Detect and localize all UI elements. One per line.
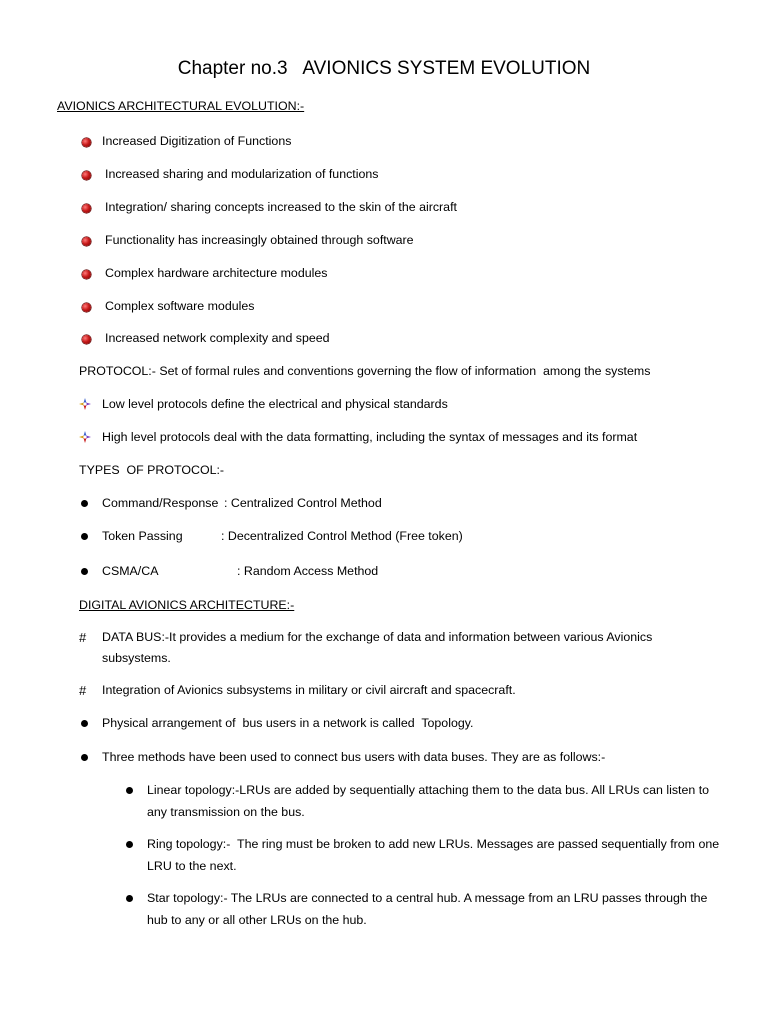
list-item: Increased network complexity and speed [105, 331, 330, 345]
list-item: Increased sharing and modularization of functions [105, 167, 379, 181]
star-topology-line2: hub to any or all other LRUs on the hub. [147, 913, 367, 927]
linear-topology-line1: Linear topology:-LRUs are added by sequentially attaching them to the data bus. All LRUs can listen to [147, 783, 710, 797]
protocol-type-desc: : Decentralized Control Method (Free token) [221, 529, 463, 543]
list-item: Functionality has increasingly obtained through software [105, 233, 414, 247]
section-heading-digital-architecture: DIGITAL AVIONICS ARCHITECTURE:- [79, 598, 295, 612]
arrow-bullet-icon [79, 398, 91, 410]
topology-definition: Physical arrangement of bus users in a network is called Topology. [102, 716, 474, 730]
protocol-type-name: CSMA/CA [102, 564, 159, 578]
integration-text: Integration of Avionics subsystems in military or civil aircraft and spacecraft. [102, 683, 516, 697]
list-item: Integration/ sharing concepts increased to the skin of the aircraft [105, 200, 457, 214]
methods-intro: Three methods have been used to connect bus users with data buses. They are as follows:- [102, 750, 606, 764]
list-item: Low level protocols define the electrical and physical standards [102, 397, 448, 411]
red-bullet-icon [82, 270, 91, 279]
bullet-icon [126, 841, 133, 848]
ring-topology-line2: LRU to the next. [147, 859, 237, 873]
red-bullet-icon [82, 335, 91, 344]
protocol-type-name: Command/Response [102, 496, 219, 510]
list-item: Complex hardware architecture modules [105, 266, 328, 280]
bullet-icon [81, 754, 88, 761]
types-heading: TYPES OF PROTOCOL:- [79, 463, 225, 477]
protocol-type-desc: : Random Access Method [237, 564, 379, 578]
red-bullet-icon [82, 237, 91, 246]
hash-bullet-icon: # [79, 630, 87, 645]
page-title: Chapter no.3 AVIONICS SYSTEM EVOLUTION [177, 58, 591, 79]
protocol-definition [79, 361, 650, 382]
red-bullet-icon [82, 204, 91, 213]
data-bus-label: DATA BUS:- [102, 630, 170, 644]
bullet-icon [126, 895, 133, 902]
data-bus-text-continued: subsystems. [102, 651, 171, 665]
arrow-bullet-icon [79, 431, 91, 443]
red-bullet-icon [82, 138, 91, 147]
data-bus-text: It provides a medium for the exchange of data and information between various Avionics [169, 630, 653, 644]
hash-bullet-icon: # [79, 683, 87, 698]
list-item: High level protocols deal with the data formatting, including the syntax of messages and its format [102, 430, 638, 444]
protocol-type-desc: : Centralized Control Method [224, 496, 382, 510]
bullet-icon [81, 568, 88, 575]
linear-topology-line2: any transmission on the bus. [147, 805, 305, 819]
bullet-icon [126, 787, 133, 794]
data-bus-description [102, 627, 652, 648]
bullet-icon [81, 720, 88, 727]
list-item: Complex software modules [105, 299, 255, 313]
section-heading-architectural-evolution: AVIONICS ARCHITECTURAL EVOLUTION:- [57, 99, 305, 113]
red-bullet-icon [82, 171, 91, 180]
protocol-definition-text: Set of formal rules and conventions governing the flow of information among the systems [155, 364, 651, 378]
list-item: Increased Digitization of Functions [102, 134, 292, 148]
ring-topology-line1: Ring topology:- The ring must be broken to add new LRUs. Messages are passed sequentially from one [147, 837, 720, 851]
protocol-type-name: Token Passing [102, 529, 183, 543]
bullet-icon [81, 500, 88, 507]
red-bullet-icon [82, 303, 91, 312]
bullet-icon [81, 533, 88, 540]
protocol-label: PROTOCOL:- [79, 364, 156, 378]
star-topology-line1: Star topology:- The LRUs are connected to a central hub. A message from an LRU passes through the [147, 891, 708, 905]
